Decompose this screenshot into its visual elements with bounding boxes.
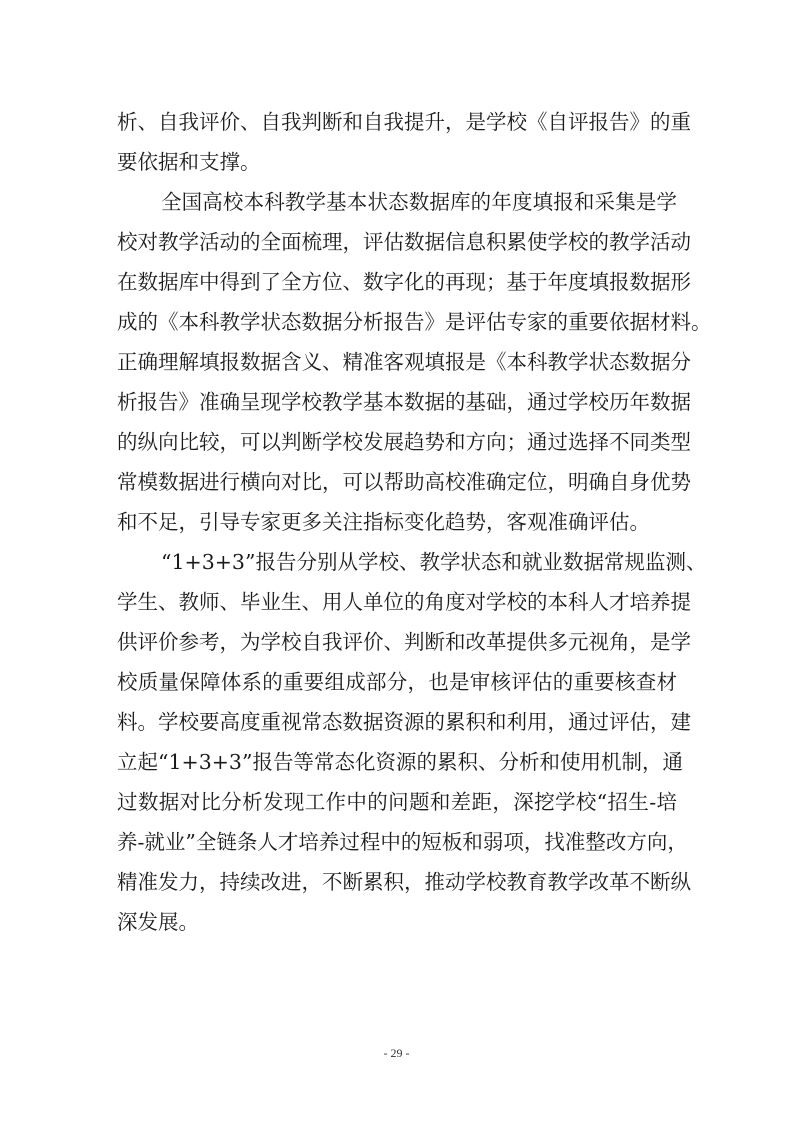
- text-line: 要依据和支撑。: [117, 150, 261, 174]
- text-line: 在数据库中得到了全方位、数字化的再现；基于年度填报数据形: [117, 270, 691, 294]
- paragraph-first-line: 全国高校本科教学基本状态数据库的年度填报和采集是学: [161, 190, 677, 214]
- text-line: 深发展。: [117, 910, 199, 934]
- text-line: 的纵向比较，可以判断学校发展趋势和方向；通过选择不同类型: [117, 430, 691, 454]
- text-line: 析报告》准确呈现学校教学基本数据的基础，通过学校历年数据: [117, 390, 691, 414]
- text-line: 成的《本科教学状态数据分析报告》是评估专家的重要依据材料。: [117, 310, 712, 334]
- text-line: 供评价参考，为学校自我评价、判断和改革提供多元视角，是学: [117, 630, 691, 654]
- page-number: - 29 -: [383, 1046, 410, 1060]
- text-line: 精准发力，持续改进，不断累积，推动学校教育教学改革不断纵: [117, 870, 691, 894]
- text-line: 养-就业”全链条人才培养过程中的短板和弱项，找准整改方向，: [117, 830, 688, 854]
- text-line: 正确理解填报数据含义、精准客观填报是《本科教学状态数据分: [117, 350, 691, 374]
- text-line: 立起“1+3+3”报告等常态化资源的累积、分析和使用机制，通: [117, 750, 683, 774]
- text-line: 校对教学活动的全面梳理，评估数据信息积累使学校的教学活动: [117, 230, 691, 254]
- text-line: 学生、教师、毕业生、用人单位的角度对学校的本科人才培养提: [117, 590, 691, 614]
- text-line: 和不足，引导专家更多关注指标变化趋势，客观准确评估。: [117, 510, 650, 534]
- text-line: 校质量保障体系的重要组成部分，也是审核评估的重要核查材: [117, 670, 677, 694]
- text-line: 常模数据进行横向对比，可以帮助高校准确定位，明确自身优势: [117, 470, 691, 494]
- paragraph-first-line: “1+3+3”报告分别从学校、教学状态和就业数据常规监测、: [161, 550, 707, 574]
- text-line: 析、自我评价、自我判断和自我提升，是学校《自评报告》的重: [117, 110, 691, 134]
- text-line: 过数据对比分析发现工作中的问题和差距，深挖学校“招生-培: [117, 790, 677, 814]
- text-line: 料。学校要高度重视常态数据资源的累积和利用，通过评估，建: [117, 710, 691, 734]
